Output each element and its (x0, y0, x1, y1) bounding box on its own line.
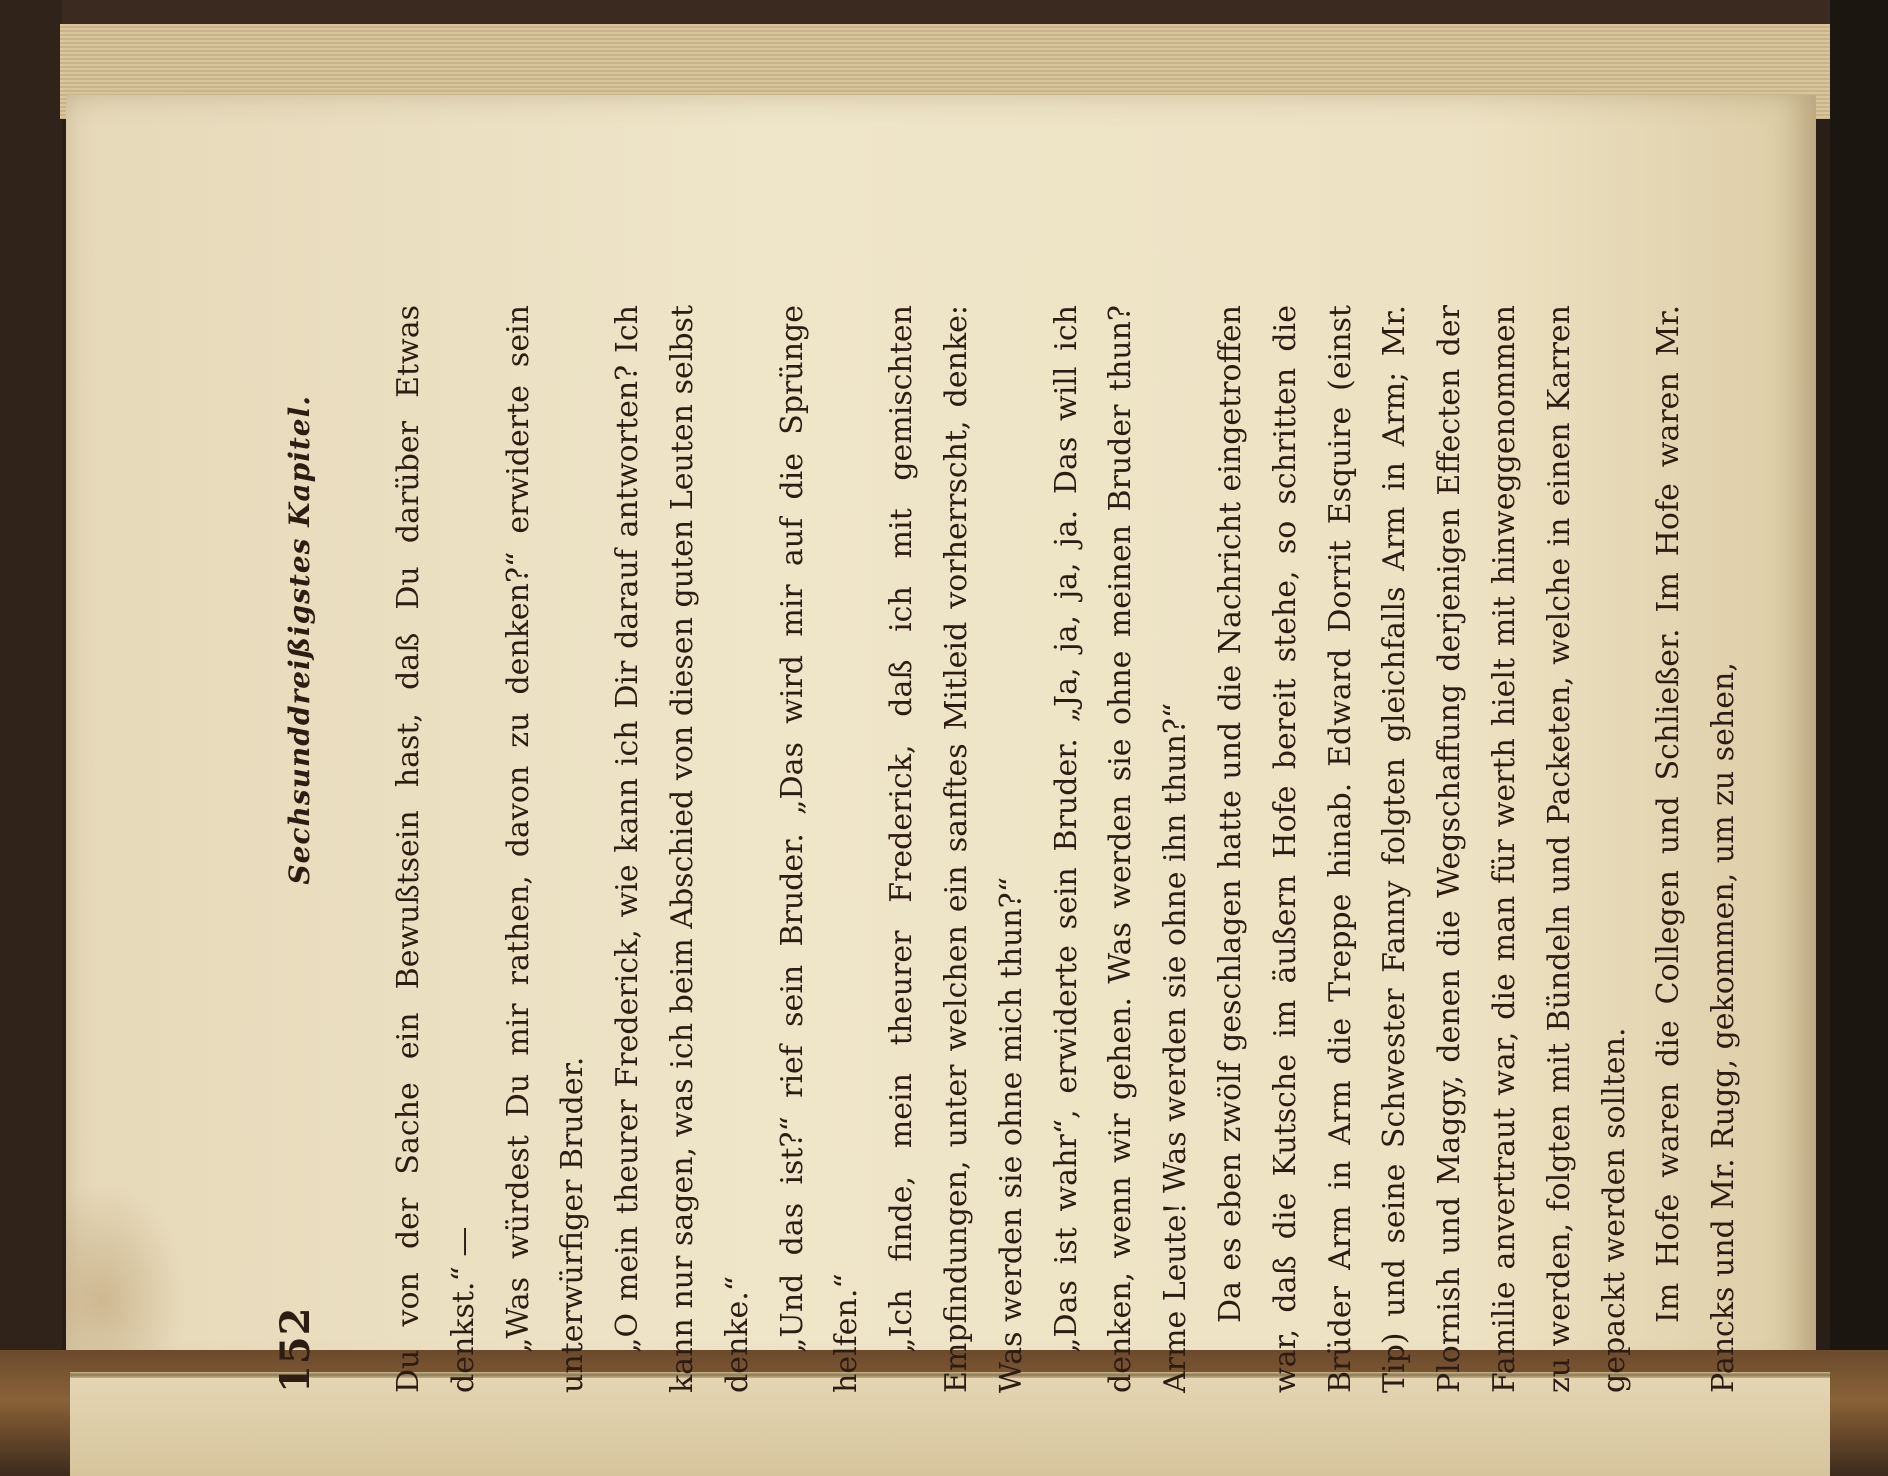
running-head: Sechsunddreißigstes Kapitel. (283, 395, 316, 885)
paragraph: „Ich finde, mein theurer Frederick, daß ich mit gemischten Empfindungen, unter welchen ein sanftes Mitleid vorherrscht, denke: Was werden sie ohne mich thun?“ (884, 305, 1029, 1393)
paragraph: Im Hofe waren die Collegen und Schließer. Im Hofe waren Mr. Pancks und Mr. Rugg, gekommen, um zu sehen, (1651, 305, 1742, 1393)
body-text (382, 305, 1752, 1393)
page-number: 152 (272, 1306, 319, 1393)
paragraph: „O mein theurer Frederick, wie kann ich Dir darauf antworten? Ich kann nur sagen, was ich beim Abschied von diesen guten Leuten selbst denke.“ (610, 305, 755, 1393)
page-text-block (272, 305, 1752, 1393)
paragraph: Du von der Sache ein Bewußtsein hast, daß Du darüber Etwas denkst.“ — (391, 305, 481, 1393)
book-cover-right (1830, 0, 1888, 1476)
book-cover-left (0, 0, 62, 1476)
paragraph: „Das ist wahr“, erwiderte sein Bruder. „Ja, ja, ja, ja. Das will ich denken, wenn wir gehen. Was werden sie ohne meinen Bruder thun? Arme Leute! Was werden sie ohne ihn thun?“ (1048, 305, 1194, 1393)
page-header (272, 305, 352, 1393)
paragraph: Da es eben zwölf geschlagen hatte und die Nachricht eingetroffen war, daß die Kutsche im äußern Hofe bereit stehe, so schritten die Brüder Arm in Arm die Treppe hinab. Edward Dorrit Esquire (einst Tip) und seine Schwester Fanny folgten gleichfalls Arm in Arm; Mr. Plornish und Maggy, denen die Wegschaffung derjenigen Effecten der Familie anvertraut war, die man für werth hielt mit hinweggenommen zu werden, folgten mit Bündeln und Packeten, welche in einen Karren gepackt werden sollten. (1212, 305, 1632, 1393)
paragraph: „Was würdest Du mir rathen, davon zu denken?“ erwiderte sein unterwürfiger Bruder. (500, 305, 591, 1393)
paragraph: „Und das ist?“ rief sein Bruder. „Das wird mir auf die Sprünge helfen.“ (774, 305, 865, 1393)
